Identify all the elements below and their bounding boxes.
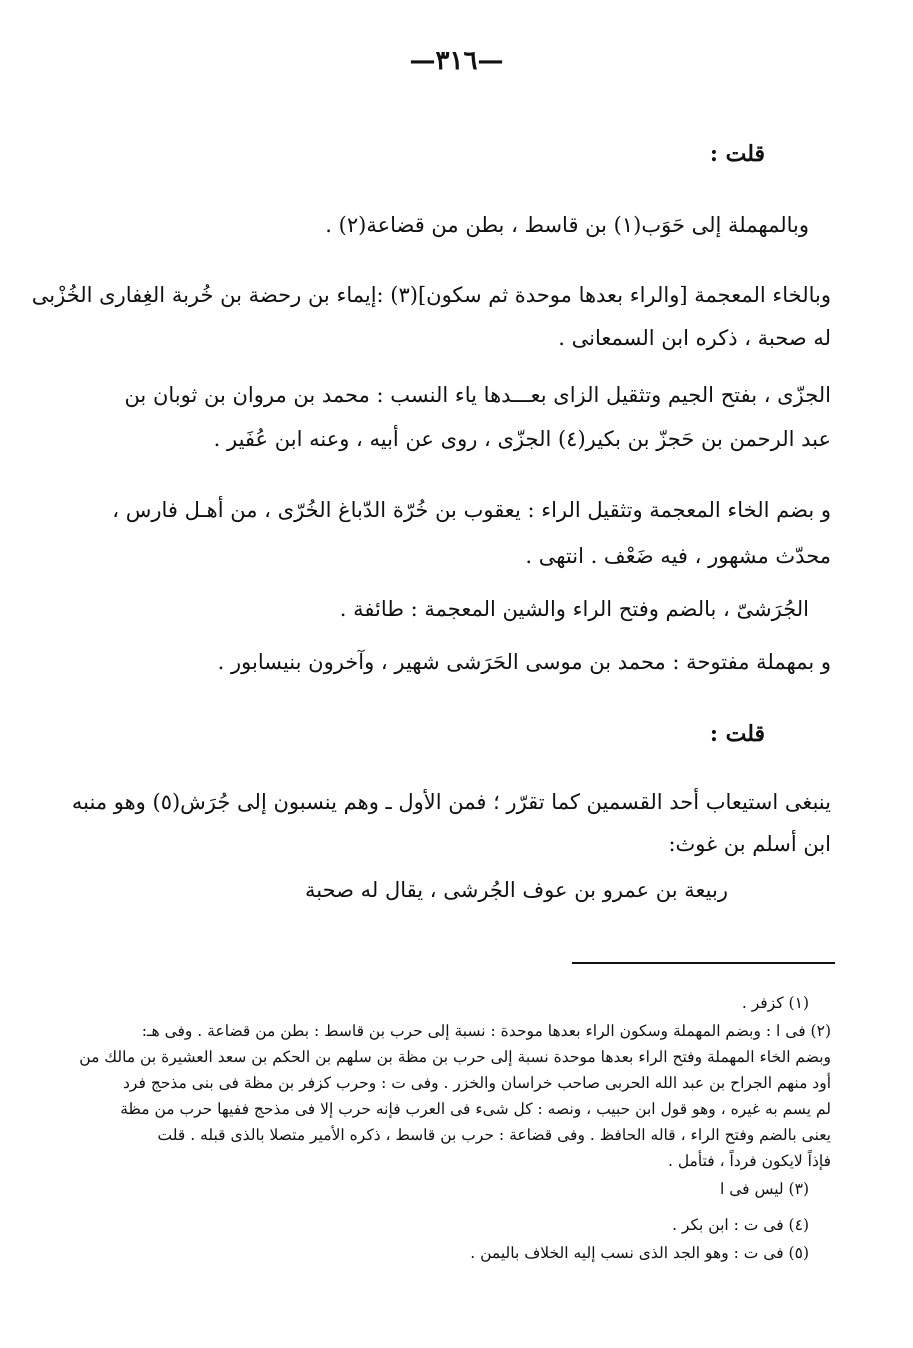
paragraph-jazzi-line1: الجزّى ، بفتح الجيم وتثقيل الزاى بعـــدها ياء النسب : محمد بن مروان بن ثوبان بن [124,383,831,407]
footnote-2-line6: فإذاً لايكون فرداً ، فتأمل . [667,1152,831,1170]
footnote-2-line1: (٢) فى ا : وبضم المهملة وسكون الراء بعدها موحدة : نسبة إلى حرب بن قاسط : بطن من قضاعة . وفى هـ: [141,1022,831,1040]
footnote-2-line4: لم يسم به غيره ، وهو قول ابن حبيب ، ونصه : كل شىء فى العرب فإنه حرب إلا فى مذحج ففيها حرب من مظة [120,1100,831,1118]
paragraph-jurashi: الجُرَشىّ ، بالضم وفتح الراء والشين المعجمة : طائفة . [339,597,809,621]
paragraph-istiab-line2: ابن أسلم بن غوث: [668,832,831,856]
paragraph-khurbi-line1: وبالخاء المعجمة [والراء بعدها موحدة ثم سكون](٣) :إيماء بن رحضة بن خُربة الغِفارى الخُزْبى [31,283,831,307]
paragraph-harashi: و بمهملة مفتوحة : محمد بن موسى الحَرَشى شهير ، وآخرون بنيسابور . [217,650,831,674]
heading-qult-2: قلت : [709,721,765,747]
footnote-3: (٣) ليس فى ا [719,1180,809,1198]
footnote-separator [572,962,835,964]
paragraph-hawab: وبالمهملة إلى حَوَب(١) بن قاسط ، بطن من قضاعة(٢) . [325,213,809,237]
footnote-5: (٥) فى ت : وهو الجد الذى نسب إليه الخلاف باليمن . [470,1244,809,1262]
paragraph-jazzi-line2: عبد الرحمن بن حَجزّ بن بكير(٤) الجزّى ، روى عن أبيه ، وعنه ابن عُفَير . [213,427,831,451]
paragraph-rabia: ربيعة بن عمرو بن عوف الجُرشى ، يقال له صحبة [304,878,728,902]
heading-qult-1: قلت : [709,141,765,167]
paragraph-istiab-line1: ينبغى استيعاب أحد القسمين كما تقرّر ؛ فمن الأول ـ وهم ينسبون إلى جُرَش(٥) وهو منبه [71,790,831,814]
footnote-2-line5: يعنى بالضم وفتح الراء ، قاله الحافظ . وفى قضاعة : حرب بن قاسط ، ذكره الأمير متصلا بالذى قبله . قلت [157,1126,831,1144]
paragraph-khurri-line1: و بضم الخاء المعجمة وتثقيل الراء : يعقوب بن خُرّة الدّباغ الخُرّى ، من أهـل فارس ، [112,498,831,522]
paragraph-khurri-line2: محدّث مشهور ، فيه ضَعْف . انتهى . [525,544,831,568]
footnote-1: (١) كزفر . [741,994,809,1012]
page-number: —٣١٦— [409,46,504,76]
footnote-2-line3: أود منهم الجراح بن عبد الله الحربى صاحب خراسان والخزر . وفى ت : وحرب كزفر بن مظة فى بنى مذحج فرد [123,1074,831,1092]
paragraph-khurbi-line2: له صحبة ، ذكره ابن السمعانى . [558,326,831,350]
footnote-4: (٤) فى ت : ابن بكر . [672,1216,809,1234]
footnote-2-line2: وبضم الخاء المهملة وفتح الراء بعدها موحدة نسبة إلى حرب بن مظة بن سلهم بن الحكم بن سعد العشيرة بن مالك من [79,1048,831,1066]
